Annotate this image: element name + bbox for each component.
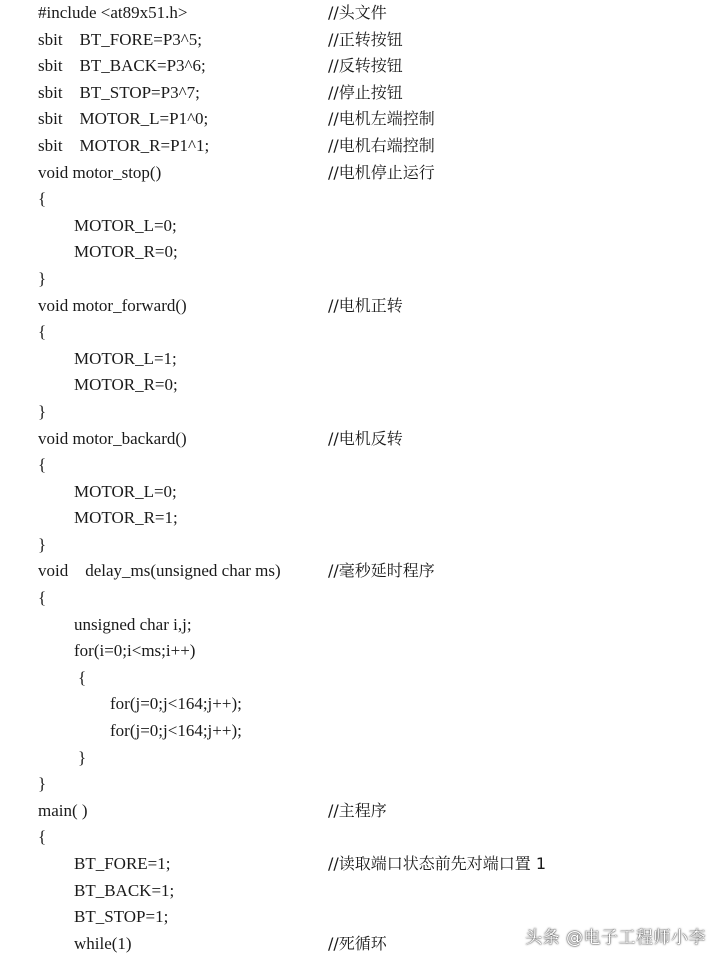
code-line [0, 665, 720, 692]
code-line [0, 160, 720, 187]
code-text: sbit BT_STOP=P3^7; [38, 82, 200, 102]
code-line [0, 585, 720, 612]
code-text: { [78, 667, 87, 687]
code-line [0, 851, 720, 878]
code-line [0, 745, 720, 772]
code-text: #include <at89x51.h> [38, 3, 188, 22]
code-line [0, 824, 720, 851]
code-text: BT_FORE=1; [74, 854, 171, 873]
code-text: MOTOR_R=1; [74, 508, 178, 528]
code-text: sbit BT_FORE=P3^5; [38, 29, 202, 49]
code-text: } [38, 401, 47, 421]
code-line [0, 53, 720, 80]
code-line [0, 27, 720, 54]
code-line [0, 346, 720, 373]
code-text: BT_BACK=1; [74, 880, 175, 900]
code-text: for(i=0;i<ms;i++) [74, 641, 196, 661]
code-line [0, 266, 720, 293]
code-comment: //电机正转 [328, 295, 403, 315]
code-comment: //毫秒延时程序 [328, 561, 435, 581]
code-text: MOTOR_R=0; [74, 242, 178, 262]
code-line [0, 0, 720, 27]
code-comment: //电机右端控制 [328, 135, 435, 155]
code-line [0, 505, 720, 532]
code-text: } [78, 747, 87, 767]
code-line [0, 718, 720, 745]
code-text: { [38, 588, 47, 608]
code-text: void delay_ms(unsigned char ms) [38, 561, 281, 581]
code-line [0, 239, 720, 266]
code-line [0, 638, 720, 665]
code-line [0, 399, 720, 426]
code-text: MOTOR_R=0; [74, 375, 178, 395]
code-line [0, 213, 720, 240]
code-comment: //停止按钮 [328, 82, 403, 102]
code-comment: //读取端口状态前先对端口置 1 [328, 854, 547, 873]
code-line [0, 878, 720, 905]
code-line [0, 372, 720, 399]
code-text: { [38, 455, 47, 475]
code-line [0, 186, 720, 213]
code-text: main( ) [38, 800, 88, 820]
code-comment: //主程序 [328, 800, 387, 820]
code-text: } [38, 268, 47, 288]
code-comment: //电机反转 [328, 428, 403, 448]
code-line [0, 532, 720, 559]
code-line [0, 452, 720, 479]
code-line [0, 106, 720, 133]
code-comment: //反转按钮 [328, 56, 403, 76]
code-text: for(j=0;j<164;j++); [110, 721, 242, 741]
code-text: MOTOR_L=0; [74, 215, 177, 235]
code-text: } [38, 534, 47, 554]
watermark-label: 头条 @电子工程师小李 [525, 928, 706, 948]
code-text: for(j=0;j<164;j++); [110, 694, 242, 714]
code-text: sbit BT_BACK=P3^6; [38, 56, 206, 76]
code-line [0, 293, 720, 320]
code-comment: //头文件 [328, 3, 387, 22]
code-line [0, 319, 720, 346]
code-text: void motor_backard() [38, 428, 187, 448]
code-line [0, 691, 720, 718]
code-text: { [38, 189, 47, 209]
code-line [0, 771, 720, 798]
code-line [0, 80, 720, 107]
code-text: while(1) [74, 933, 132, 953]
code-line [0, 479, 720, 506]
code-line [0, 133, 720, 160]
code-text: sbit MOTOR_R=P1^1; [38, 135, 210, 155]
code-text: void motor_forward() [38, 295, 187, 315]
code-text: sbit MOTOR_L=P1^0; [38, 109, 209, 129]
code-text: MOTOR_L=1; [74, 348, 177, 368]
code-comment: //正转按钮 [328, 29, 403, 49]
code-text: MOTOR_L=0; [74, 481, 177, 501]
code-text: unsigned char i,j; [74, 614, 192, 634]
code-comment: //死循环 [328, 933, 387, 953]
code-line [0, 426, 720, 453]
code-comment: //电机停止运行 [328, 162, 435, 182]
code-text: { [38, 827, 47, 847]
code-text: } [38, 774, 47, 794]
code-comment: //电机左端控制 [328, 109, 435, 129]
code-text: BT_STOP=1; [74, 907, 169, 927]
code-text: { [38, 322, 47, 342]
code-line [0, 612, 720, 639]
code-text: void motor_stop() [38, 162, 162, 182]
code-line [0, 558, 720, 585]
code-line [0, 798, 720, 825]
